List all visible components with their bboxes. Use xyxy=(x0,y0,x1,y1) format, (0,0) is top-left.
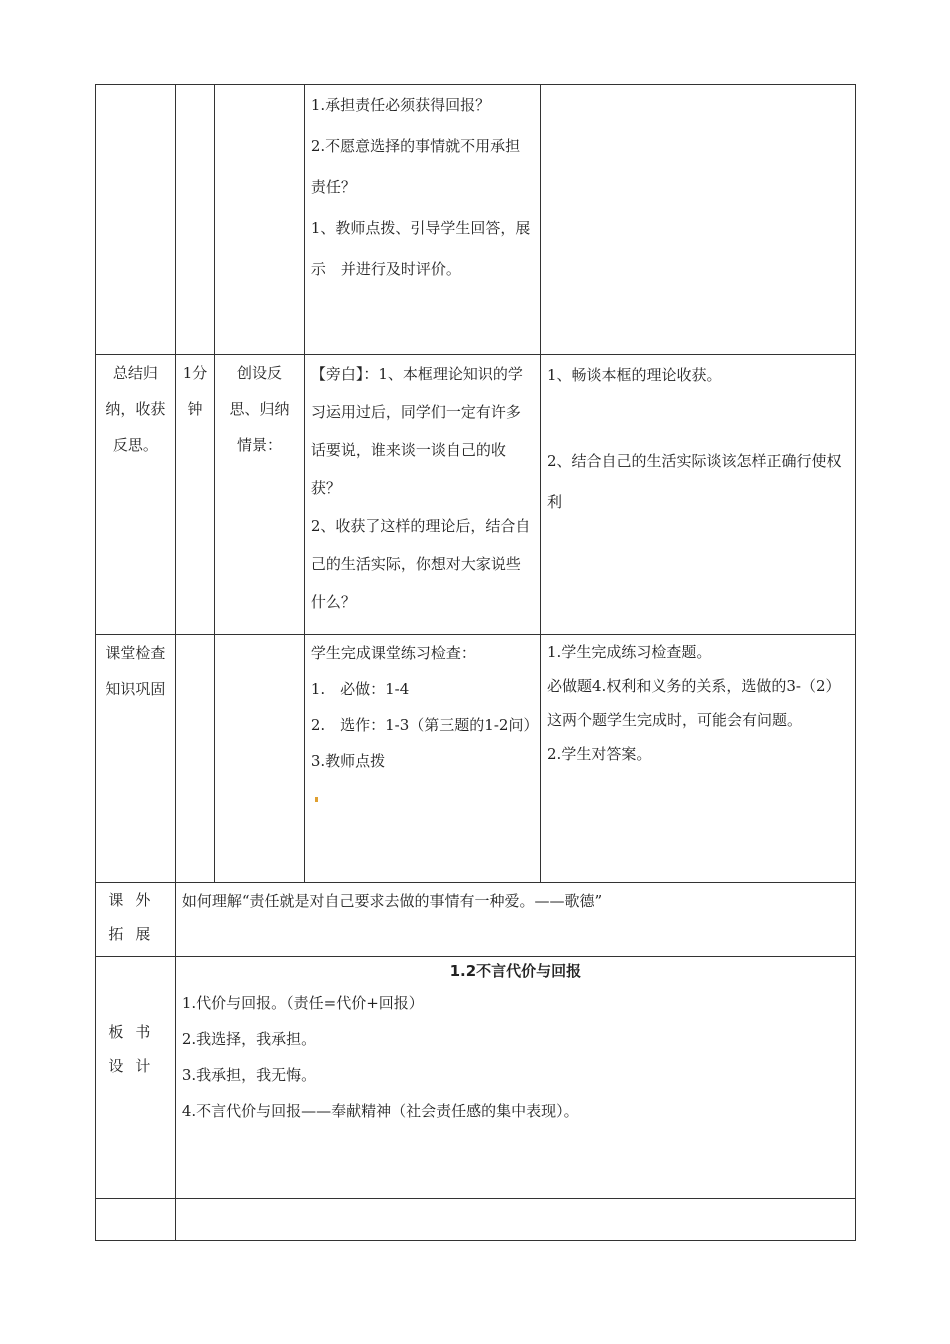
cell-student-activity-empty xyxy=(541,85,856,355)
cell-teacher-check xyxy=(304,635,540,883)
board-label: 板书设计 xyxy=(96,957,176,1199)
teacher-check-item-1: 1. 必做：1-4 xyxy=(310,680,410,698)
table-row-extension xyxy=(96,883,856,957)
board-title: 1.2不言代价与回报 xyxy=(449,962,582,980)
cell-method-empty xyxy=(215,85,305,355)
cell-method-check-empty xyxy=(215,635,305,883)
cell-board-content xyxy=(175,957,855,1199)
cell-time-empty xyxy=(175,85,214,355)
cell-section-empty xyxy=(96,85,176,355)
student-summary-2: 2、结合自己的生活实际谈该怎样正确行使权利 xyxy=(547,452,842,511)
table-row-continuation xyxy=(96,85,856,355)
student-check-2: 必做题4.权利和义务的关系，选做的3-（2）这两个题学生完成时，可能会有问题。 xyxy=(547,677,841,729)
teacher-guidance: 1、教师点拨、引导学生回答，展示 并进行及时评价。 xyxy=(310,219,531,278)
time-summary: 1分钟 xyxy=(175,355,214,635)
board-item-1: 1.代价与回报。（责任=代价+回报） xyxy=(181,994,424,1012)
lesson-plan-table xyxy=(95,84,856,1241)
stray-mark xyxy=(315,797,318,802)
teacher-check-last: 3.教师点拨 xyxy=(310,752,386,770)
table-row-check xyxy=(96,635,856,883)
table-row-board xyxy=(96,957,856,1199)
cell-time-check-empty xyxy=(175,635,214,883)
section-summary: 总结归纳，收获反思。 xyxy=(96,355,176,635)
student-check-3: 2.学生对答案。 xyxy=(547,745,652,763)
teacher-summary-1: 【旁白】：1、本框理论知识的学习运用过后，同学们一定有许多话要说，谁来谈一谈自己的收获？ xyxy=(310,365,523,497)
teacher-summary-2: 2、收获了这样的理论后，结合自己的生活实际，你想对大家说些什么？ xyxy=(310,517,531,611)
board-item-3: 3.我承担，我无悔。 xyxy=(181,1066,317,1084)
question-2: 2.不愿意选择的事情就不用承担责任？ xyxy=(310,137,521,196)
board-item-4: 4.不言代价与回报——奉献精神（社会责任感的集中表现）。 xyxy=(181,1102,579,1120)
extension-label: 课外拓展 xyxy=(96,883,176,957)
cell-empty-content xyxy=(175,1199,855,1241)
cell-teacher-summary xyxy=(304,355,540,635)
cell-teacher-activity xyxy=(304,85,540,355)
cell-student-check xyxy=(541,635,856,883)
teacher-check-item-2: 2. 选作：1-3（第三题的1-2问） xyxy=(310,716,539,734)
method-summary: 创设反思、归纳情景： xyxy=(215,355,305,635)
cell-student-summary xyxy=(541,355,856,635)
question-1: 1.承担责任必须获得回报？ xyxy=(310,96,491,114)
table-row-summary xyxy=(96,355,856,635)
student-check-1: 1.学生完成练习检查题。 xyxy=(547,643,712,661)
extension-content: 如何理解“责任就是对自己要求去做的事情有一种爱。——歌德” xyxy=(175,883,855,957)
student-summary-1: 1、畅谈本框的理论收获。 xyxy=(547,366,722,384)
section-check: 课堂检查知识巩固 xyxy=(96,635,176,883)
table-row-empty xyxy=(96,1199,856,1241)
teacher-check-intro: 学生完成课堂练习检查： xyxy=(310,644,476,662)
cell-empty-label xyxy=(96,1199,176,1241)
board-item-2: 2.我选择，我承担。 xyxy=(181,1030,317,1048)
